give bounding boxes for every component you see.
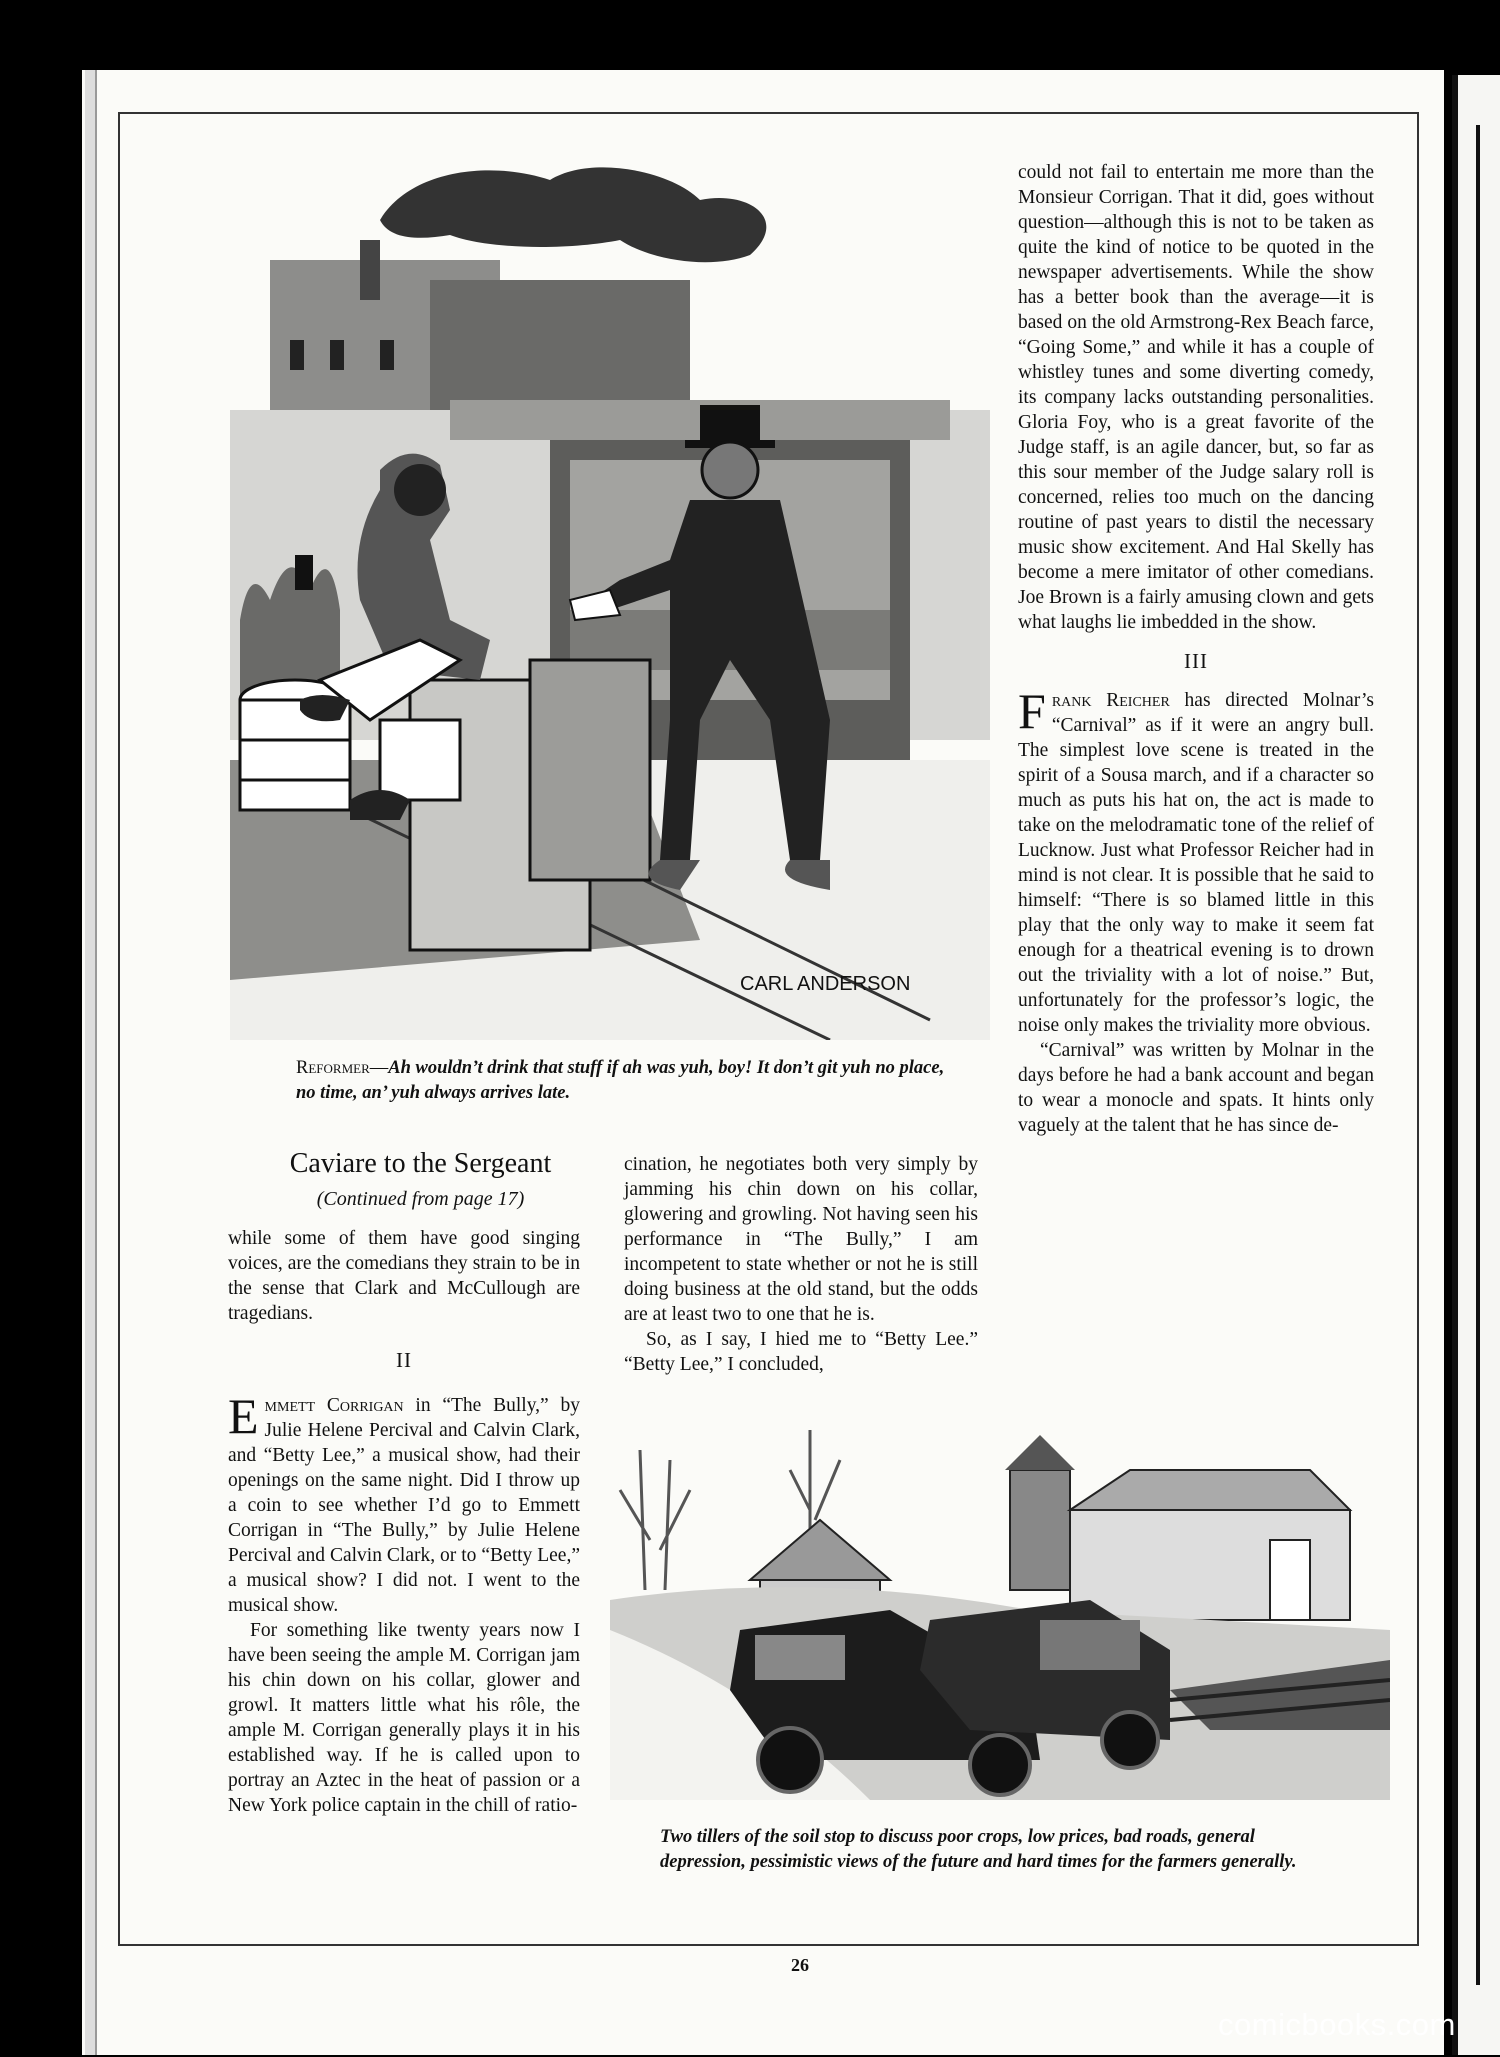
smallcaps-emmett-corrigan: mmett Corrigan	[264, 1395, 404, 1416]
page-number: 26	[791, 1955, 809, 1975]
right-column-paragraph-1: could not fail to entertain me more than the Monsieur Corrigan. That it did, goes without question—although this is not to be taken as quite the kind of notice to be quoted in the newspaper advertisements. While the show has a better book than the average—it is based on the old Armstrong-Rex Beach farce, “Going Some,” and while it has a couple of whistley tunes and some diverting comedy, its company lacks outstanding personalities. Gloria Foy, who is a great favorite of the Judge staff, is an agile dancer, but, so far as this sour member of the Judge salary roll is concerned, relies too much on the dancing routine of past years to distil the necessary music show excitement. And Hal Skelly has become a mere imitator of other comedians. Joe Brown is a fairly amusing clown and gets what laughs lie imbedded in the show.	[1018, 162, 1374, 633]
artist-signature: CARL ANDERSON	[740, 973, 911, 995]
left-column-paragraph-twenty-years: For something like twenty years now I have been seeing the ample M. Corrigan jam his chin down on his collar, glower and growl. It matters little what his rôle, the ample M. Corrigan generally plays it in his established way. If he is called upon to portray an Aztec in the heat of passion or a New York police captain in the chill of ratio-	[228, 1620, 580, 1816]
caption-dash: —	[369, 1058, 389, 1078]
emmett-text: in “The Bully,” by Julie Helene Percival and Calvin Clark, and “Betty Lee,” a musical show, had their openings on the same night. Did I throw up a coin to see whether I’d go to Emmett Corrigan in “The Bully,” by Julie Helene Percival and Calvin Clark, or to “Betty Lee,” a musical show? I did not. I went to the musical show.	[228, 1395, 580, 1616]
right-column-paragraph-frank-reicher	[1018, 683, 1374, 1038]
facing-page-edge	[1452, 75, 1500, 2055]
dropcap-f: F	[1018, 683, 1046, 739]
left-column-paragraph-emmett	[228, 1388, 580, 1618]
top-illustration-caption	[296, 1056, 948, 1106]
middle-column-paragraph-1: cination, he negotiates both very simply by jamming his chin down on his collar, glowering and growling. Not having seen his performance in “The Bully,” I am incompetent to state whether or not he is still doing business at the old stand, but the odds are at least two to one that he is.	[624, 1154, 978, 1325]
left-column	[228, 1226, 580, 1818]
bottom-caption-text: Two tillers of the soil stop to discuss poor crops, low prices, bad roads, general depression, pessimistic views of the future and hard times for the farmers generally.	[660, 1827, 1297, 1872]
page-gutter	[85, 70, 97, 2055]
right-column	[1018, 160, 1374, 1138]
watermark-logo: comicbooks.com	[1218, 2007, 1456, 2042]
caption-speaker: Reformer	[296, 1058, 370, 1078]
right-column-paragraph-carnival: “Carnival” was written by Molnar in the days before he had a bank account and began to wear a monocle and spats. It hints only vaguely at the talent that he has since de-	[1018, 1040, 1374, 1136]
section-heading-iii: III	[1184, 649, 1208, 673]
left-column-paragraph-1: while some of them have good singing voices, are the comedians they strain to be in the sense that Clark and McCullough are tragedians.	[228, 1228, 580, 1324]
middle-column	[624, 1152, 978, 1377]
article-continued-note: (Continued from page 17)	[316, 1188, 525, 1210]
bottom-illustration-caption	[660, 1825, 1340, 1875]
middle-column-paragraph-2: So, as I say, I hied me to “Betty Lee.” “Betty Lee,” I concluded,	[624, 1329, 978, 1375]
section-heading-ii: II	[396, 1348, 412, 1372]
reformer-cartoon-illustration	[230, 160, 990, 1040]
smallcaps-frank-reicher: rank Reicher	[1051, 690, 1170, 711]
article-title: Caviare to the Sergeant	[289, 1148, 552, 1179]
farmers-cars-illustration	[610, 1430, 1390, 1800]
dropcap-e: E	[228, 1388, 259, 1444]
frank-reicher-text: has directed Molnar’s “Carnival” as if it were an angry bull. The simplest love scene is treated in the spirit of a Sousa march, and if a character so much as puts his hat on, the act is made to take on the melodramatic tone of the relief of Lucknow. Just what Professor Reicher had in mind is not clear. It is possible that he said to himself: “There is so blamed little in this play that the only way to make it seem fat enough for a theatrical evening is to drown out the triviality with a lot of noise.” But, unfortunately for the professor’s logic, the noise only makes the triviality more obvious.	[1018, 690, 1374, 1036]
caption-text: Ah wouldn’t drink that stuff if ah was yuh, boy! It don’t git yuh no place, no time, an’ yuh always arrives late.	[296, 1058, 945, 1103]
